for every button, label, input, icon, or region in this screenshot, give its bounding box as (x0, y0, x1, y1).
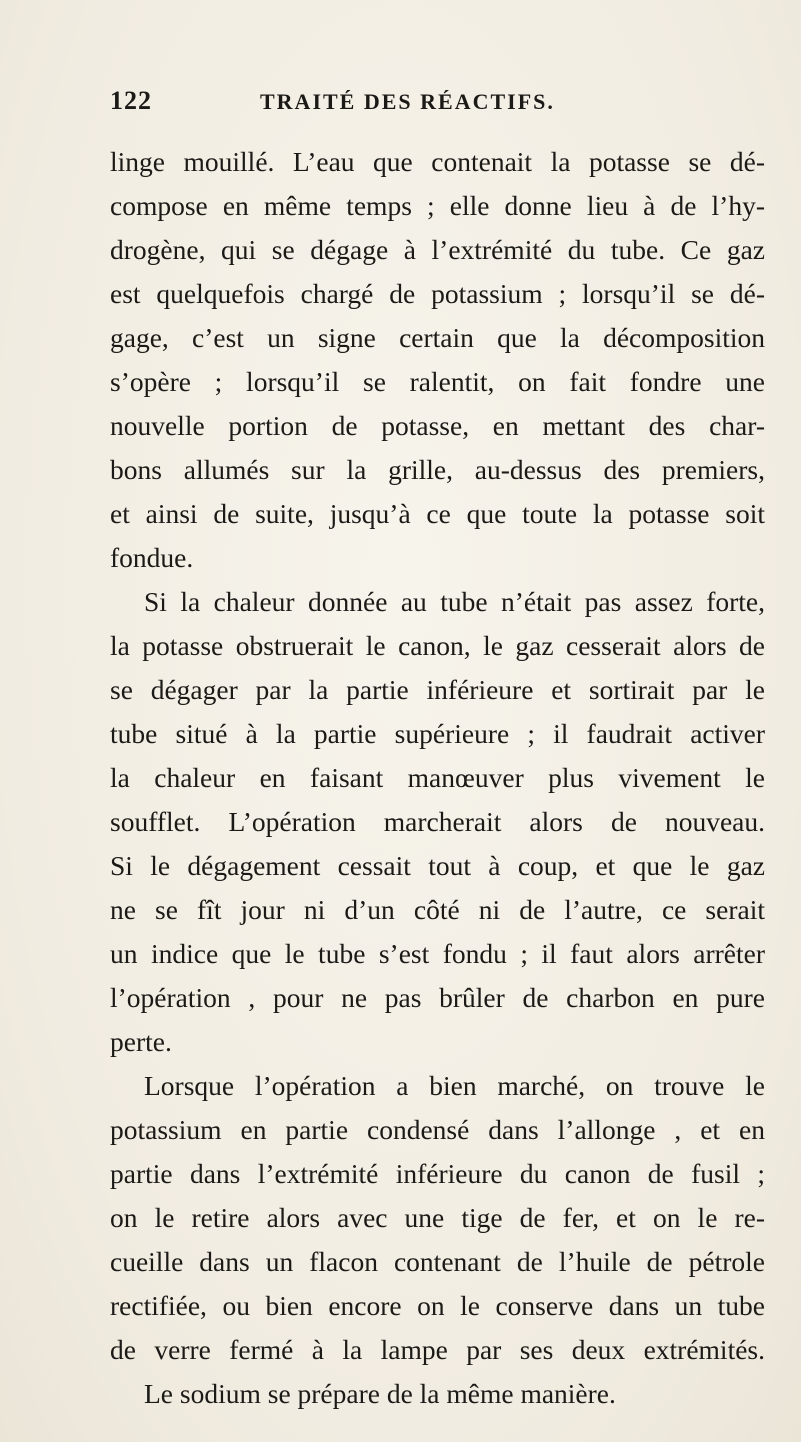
text-line: de verre fermé à la lampe par ses deux extrémités. (110, 1334, 765, 1365)
text-line: l’opération , pour ne pas brûler de charbon en pure (110, 982, 765, 1013)
text-line: la chaleur en faisant manœuver plus vivement le (110, 762, 765, 793)
text-line: soufflet. L’opération marcherait alors de nouveau. (110, 806, 765, 837)
text-line: gage, c’est un signe certain que la décomposition (110, 322, 765, 353)
text-line: ne se fît jour ni d’un côté ni de l’autre, ce serait (110, 894, 765, 925)
text-line: Si la chaleur donnée au tube n’était pas assez forte, (144, 586, 765, 617)
text-line: est quelquefois chargé de potassium ; lorsqu’il se dé- (110, 278, 765, 309)
text-line: compose en même temps ; elle donne lieu à de l’hy- (110, 190, 765, 221)
text-line: linge mouillé. L’eau que contenait la potasse se dé- (110, 146, 765, 177)
text-line: drogène, qui se dégage à l’extrémité du tube. Ce gaz (110, 234, 765, 265)
text-line: cueille dans un flacon contenant de l’huile de pétrole (110, 1246, 765, 1277)
text-line: nouvelle portion de potasse, en mettant des char- (110, 410, 765, 441)
page-number: 122 (110, 86, 152, 115)
text-line: se dégager par la partie inférieure et sortirait par le (110, 674, 765, 705)
text-line: la potasse obstruerait le canon, le gaz cesserait alors de (110, 630, 765, 661)
text-line: fondue. (110, 542, 194, 573)
text-line: s’opère ; lorsqu’il se ralentit, on fait fondre une (110, 366, 765, 397)
text-line: bons allumés sur la grille, au-dessus des premiers, (110, 454, 765, 485)
running-title: TRAITÉ DES RÉACTIFS. (260, 89, 555, 114)
text-line: perte. (110, 1026, 172, 1057)
text-line: Lorsque l’opération a bien marché, on trouve le (144, 1070, 765, 1101)
text-line: tube situé à la partie supérieure ; il faudrait activer (110, 718, 765, 749)
text-line: on le retire alors avec une tige de fer, et on le re- (110, 1202, 765, 1233)
text-line: un indice que le tube s’est fondu ; il faut alors arrêter (110, 938, 765, 969)
text-line: Le sodium se prépare de la même manière. (144, 1378, 616, 1409)
text-line: potassium en partie condensé dans l’allonge , et en (110, 1114, 765, 1145)
body-text (110, 140, 765, 1416)
text-line: partie dans l’extrémité inférieure du canon de fusil ; (110, 1158, 765, 1189)
text-line: Si le dégagement cessait tout à coup, et que le gaz (110, 850, 765, 881)
text-line: et ainsi de suite, jusqu’à ce que toute la potasse soit (110, 498, 765, 529)
text-line: rectifiée, ou bien encore on le conserve dans un tube (110, 1290, 765, 1321)
page-header (110, 86, 710, 126)
